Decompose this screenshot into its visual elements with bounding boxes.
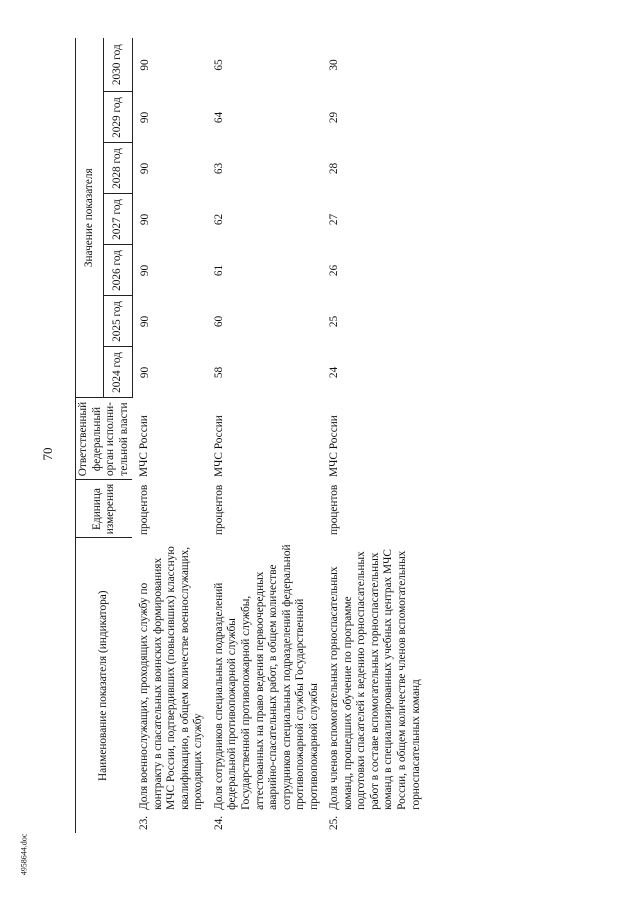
value-cell: 24 [328, 366, 341, 379]
indicators-table [75, 38, 424, 833]
indicator-cell [132, 538, 207, 833]
header-year: 2029 год [104, 92, 132, 143]
header-year: 2024 год [104, 347, 132, 398]
value-cell: 58 [212, 366, 225, 379]
value-cell: 64 [212, 111, 225, 124]
authority-cell: МЧС России [328, 415, 341, 477]
table-row [322, 38, 424, 833]
value-cell: 28 [328, 162, 341, 175]
page-number: 70 [40, 447, 55, 461]
value-cell: 25 [328, 315, 341, 328]
rotated-table-container [75, 33, 595, 833]
value-cell: 26 [328, 264, 341, 277]
header-values-group: Значение показателя [76, 38, 104, 398]
indicator-cell [207, 538, 322, 833]
document-id: 4958644.doc [19, 833, 29, 876]
value-cell: 30 [328, 59, 341, 71]
table-row [132, 38, 207, 833]
value-cell: 65 [212, 59, 225, 71]
value-cell: 90 [138, 264, 151, 277]
unit-cell: процентов [328, 484, 341, 535]
header-indicator-name: Наименование показателя (индикатора) [76, 538, 133, 833]
unit-cell: процентов [212, 484, 225, 535]
header-year: 2025 год [104, 296, 132, 347]
value-cell: 90 [138, 213, 151, 226]
value-cell: 27 [328, 213, 341, 226]
value-cell: 29 [328, 111, 341, 124]
indicator-name: Доля членов вспомогательных горноспасательных команд, прошедших обучение по программе подготовки спасателей к ведению горноспасательных работ в составе вспомогательных горноспасательных команд в специализированных учебных центрах МЧС России, в общем количестве членов вспомогательных горноспасательных команд [328, 549, 422, 810]
value-cell: 61 [212, 264, 225, 277]
value-cell: 90 [138, 315, 151, 328]
value-cell: 90 [138, 366, 151, 379]
header-year: 2028 год [104, 143, 132, 194]
indicator-name: Доля военнослужащих, проходящих службу по контракту в спасательных воинских формированиях МЧС России, подтвердивших (повысивших) классную квалификацию, в общем количестве военнослужащих, проходящих службу [138, 546, 205, 810]
indicator-cell [322, 538, 424, 833]
header-year: 2027 год [104, 194, 132, 245]
indicator-name: Доля сотрудников специальных подразделений федеральной противопожарной службы Государственной противопожарной службы, аттестованных на право ведения первоочередных аварийно-спасательных работ, в общем количестве сотрудников специальных подразделений федеральной противопожарной службы Государственной противопожарной службы [212, 544, 320, 810]
authority-cell: МЧС России [138, 415, 151, 477]
unit-cell: процентов [138, 484, 151, 535]
header-unit: Единица измерения [76, 480, 133, 538]
authority-cell: МЧС России [212, 415, 225, 477]
header-authority: Ответственный федеральный орган исполни-тельной власти [76, 398, 133, 480]
value-cell: 90 [138, 59, 151, 71]
row-number: 24. [212, 815, 225, 830]
row-number: 23. [138, 815, 151, 830]
value-cell: 60 [212, 315, 225, 328]
row-number: 25. [328, 815, 341, 830]
value-cell: 90 [138, 162, 151, 175]
value-cell: 62 [212, 213, 225, 226]
table-row [207, 38, 322, 833]
header-year: 2026 год [104, 245, 132, 296]
value-cell: 90 [138, 111, 151, 124]
header-year: 2030 год [104, 38, 132, 92]
value-cell: 63 [212, 162, 225, 175]
